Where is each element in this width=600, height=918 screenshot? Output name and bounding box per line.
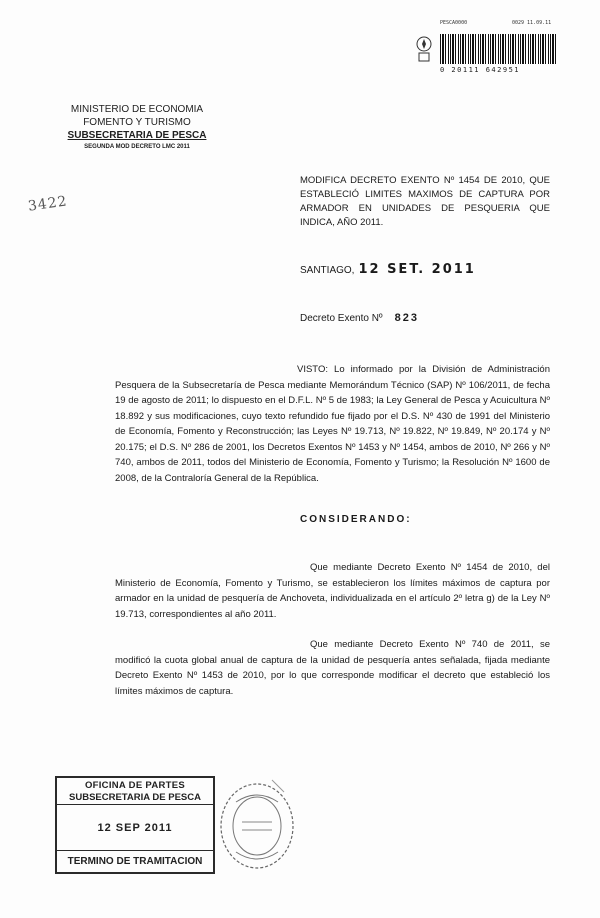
stamp-date: 12 SEP 2011 xyxy=(97,822,173,834)
considerando-heading: CONSIDERANDO: xyxy=(300,514,412,525)
header-subsecretary: SUBSECRETARIA DE PESCA xyxy=(67,130,207,141)
round-seal-icon xyxy=(212,772,302,876)
seal-icon xyxy=(414,34,434,64)
decree-label: Decreto Exento Nº xyxy=(300,313,383,324)
header-reference: SEGUNDA MOD DECRETO LMC 2011 xyxy=(84,144,190,150)
barcode-right-code: 0029 11.09.11 xyxy=(512,20,552,26)
ministry-header xyxy=(62,103,212,152)
considerando-paragraph-1: Que mediante Decreto Exento Nº 1454 de 2010, del Ministerio de Economía, Fomento y Turismo, se establecieron los límites máximos de captura por armador en la unidad de pesquería de Anchoveta, individualizada en el artículo 2º letra g) de la Ley Nº 19.713, correspondientes al año 2011. xyxy=(115,562,550,620)
stamp-status: TERMINO DE TRAMITACION xyxy=(67,856,203,867)
header-department: FOMENTO Y TURISMO xyxy=(83,117,191,128)
stamp-subsecretary: SUBSECRETARIA DE PESCA xyxy=(69,792,201,803)
place-date xyxy=(300,262,476,277)
barcode-label xyxy=(412,14,562,74)
stamp-divider xyxy=(57,804,213,805)
stamp-office: OFICINA DE PARTES xyxy=(84,780,186,791)
barcode-icon xyxy=(440,34,558,64)
date-stamp: 12 SET. 2011 xyxy=(358,262,476,277)
decree-number-line xyxy=(300,312,419,324)
barcode-left-code: PESCA0000 xyxy=(440,20,468,26)
decree-subject: MODIFICA DECRETO EXENTO Nº 1454 DE 2010, QUE ESTABLECIÓ LIMITES MAXIMOS DE CAPTURA POR ARMADOR EN UNIDADES DE PESQUERIA QUE INDICA, AÑO 2011. xyxy=(300,175,550,228)
decree-number: 823 xyxy=(394,312,419,324)
office-stamp xyxy=(55,776,215,874)
visto-paragraph: VISTO: Lo informado por la División de Administración Pesquera de la Subsecretaría de Pesca mediante Memorándum Técnico (SAP) Nº 106/2011, de fecha 19 de agosto de 2011; lo dispuesto en el D.F.L. Nº 5 de 1983; la Ley General de Pesca y Acuicultura Nº 18.892 y sus modificaciones, cuyo texto refundido fue fijado por el D.S. Nº 430 de 1991 del Ministerio de Economía, Fomento y Reconstrucción; las Leyes Nº 19.713, Nº 19.822, Nº 19.849, Nº 20.174 y Nº 20.175; el D.S. Nº 286 de 2001, los Decretos Exentos Nº 1453 y Nº 1454, ambos de 2010, Nº 266 y Nº 740, ambos de 2011, todos del Ministerio de Economía, Fomento y Turismo; la Resolución Nº 1600 de 2008, de la Contraloría General de la República. xyxy=(115,364,550,484)
barcode-digits: 0 20111 642951 xyxy=(440,66,521,74)
header-ministry: MINISTERIO DE ECONOMIA xyxy=(70,104,204,115)
place: SANTIAGO, xyxy=(300,265,355,276)
stamp-divider xyxy=(57,850,213,851)
handwritten-number: 3422 xyxy=(27,193,69,215)
considerando-paragraph-2: Que mediante Decreto Exento Nº 740 de 2011, se modificó la cuota global anual de captura de la unidad de pesquería antes señalada, fijada mediante Decreto Exento Nº 1453 de 2010, por lo que corresponde modificar el decreto que estableció los límites máximos de captura. xyxy=(115,639,550,697)
